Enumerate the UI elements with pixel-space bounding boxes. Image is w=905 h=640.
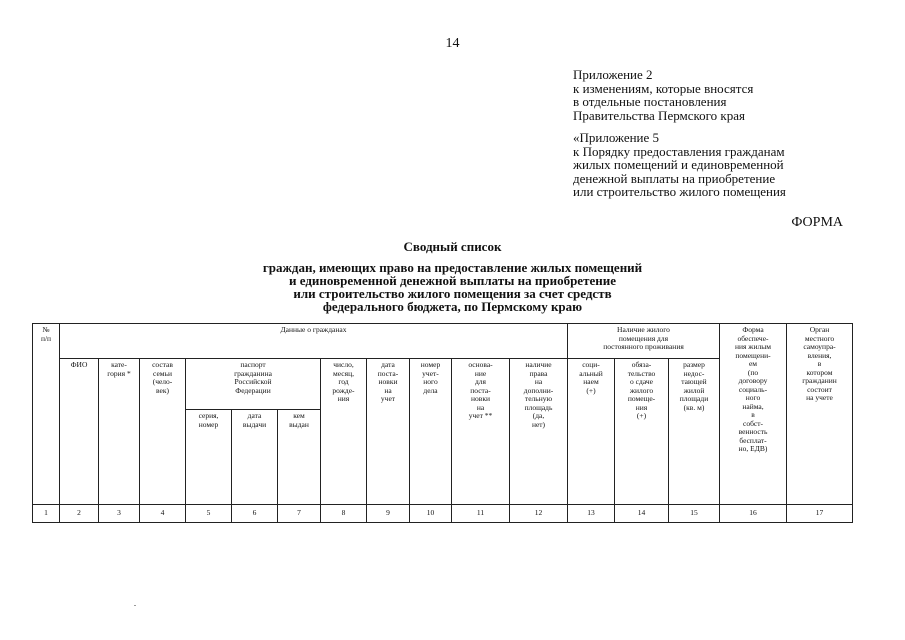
column-number: 8 xyxy=(321,505,367,523)
header-additional-area-right: наличие права на дополни- тельную площадь (да, нет) xyxy=(510,359,568,505)
column-number: 15 xyxy=(669,505,720,523)
column-number: 6 xyxy=(232,505,278,523)
header-missing-area: размер недос- тающей жилой площади (кв. м) xyxy=(669,359,720,505)
header-basis: основа- ние для поста- новки на учет ** xyxy=(452,359,510,505)
header-passport: паспорт гражданина Российской Федерации xyxy=(186,359,321,410)
header-obligation: обяза- тельство о сдаче жилого помеще- ния (+) xyxy=(615,359,669,505)
header-passport-issued-by: кем выдан xyxy=(278,410,321,505)
appendix-line: Приложение 2 xyxy=(573,67,653,82)
header-housing: Наличие жилого помещения для постоянного проживания xyxy=(568,324,720,359)
document-title: Сводный список xyxy=(403,239,502,254)
header-passport-issue-date: дата выдачи xyxy=(232,410,278,505)
header-citizens-data: Данные о гражданах xyxy=(60,324,568,359)
column-number: 10 xyxy=(410,505,452,523)
appendix-line: «Приложение 5 xyxy=(573,130,660,145)
column-number: 11 xyxy=(452,505,510,523)
column-number: 14 xyxy=(615,505,669,523)
header-family: состав семьи (чело- век) xyxy=(140,359,186,505)
header-category: кате- гория * xyxy=(99,359,140,505)
column-number: 7 xyxy=(278,505,321,523)
column-number: 1 xyxy=(33,505,60,523)
appendix-line: или строительство жилого помещения xyxy=(573,184,786,199)
scan-speck xyxy=(134,605,136,606)
column-number: 13 xyxy=(568,505,615,523)
appendix-line: денежной выплаты на приобретение xyxy=(573,170,776,186)
appendix-2-header xyxy=(573,68,753,122)
appendix-line: Правительства Пермского края xyxy=(573,107,745,123)
header-social-rent: соци- альный наем (+) xyxy=(568,359,615,505)
subtitle-line: граждан, имеющих право на предоставление жилых помещений xyxy=(262,260,643,275)
column-number: 3 xyxy=(99,505,140,523)
appendix-line: в отдельные постановления xyxy=(573,94,727,109)
subtitle-line: федерального бюджета, по Пермскому краю xyxy=(322,299,583,314)
header-fio: ФИО xyxy=(60,359,99,505)
form-label: ФОРМА xyxy=(791,215,843,230)
appendix-line: к изменениям, которые вносятся xyxy=(573,80,754,96)
header-local-authority: Орган местного самоупра- вления, в котором гражданин состоит на учете xyxy=(787,324,853,505)
citizens-list-table xyxy=(32,323,853,523)
subtitle-line: и единовременной денежной выплаты на приобретение xyxy=(289,273,616,288)
column-number: 2 xyxy=(60,505,99,523)
header-passport-series: серия, номер xyxy=(186,410,232,505)
header-registration-date: дата поста- новки на учет xyxy=(367,359,410,505)
column-number: 5 xyxy=(186,505,232,523)
column-number: 4 xyxy=(140,505,186,523)
page-number: 14 xyxy=(445,36,460,51)
column-number: 12 xyxy=(510,505,568,523)
appendix-line: жилых помещений и единовременной xyxy=(573,157,784,172)
column-number: 9 xyxy=(367,505,410,523)
document-subtitle xyxy=(0,261,905,313)
header-provision-form: Форма обеспече- ния жилым помещени- ем (по договору социаль- ного найма, в собст- венность бесплат- но, ЕДВ) xyxy=(720,324,787,505)
appendix-line: к Порядку предоставления гражданам xyxy=(573,143,785,159)
header-birth-date: число, месяц, год рожде- ния xyxy=(321,359,367,505)
subtitle-line: или строительство жилого помещения за счет средств xyxy=(293,286,612,301)
column-number: 17 xyxy=(787,505,853,523)
header-file-number: номер учет- ного дела xyxy=(410,359,452,505)
column-number: 16 xyxy=(720,505,787,523)
appendix-5-header xyxy=(573,131,786,199)
header-number: № п/п xyxy=(33,324,60,505)
